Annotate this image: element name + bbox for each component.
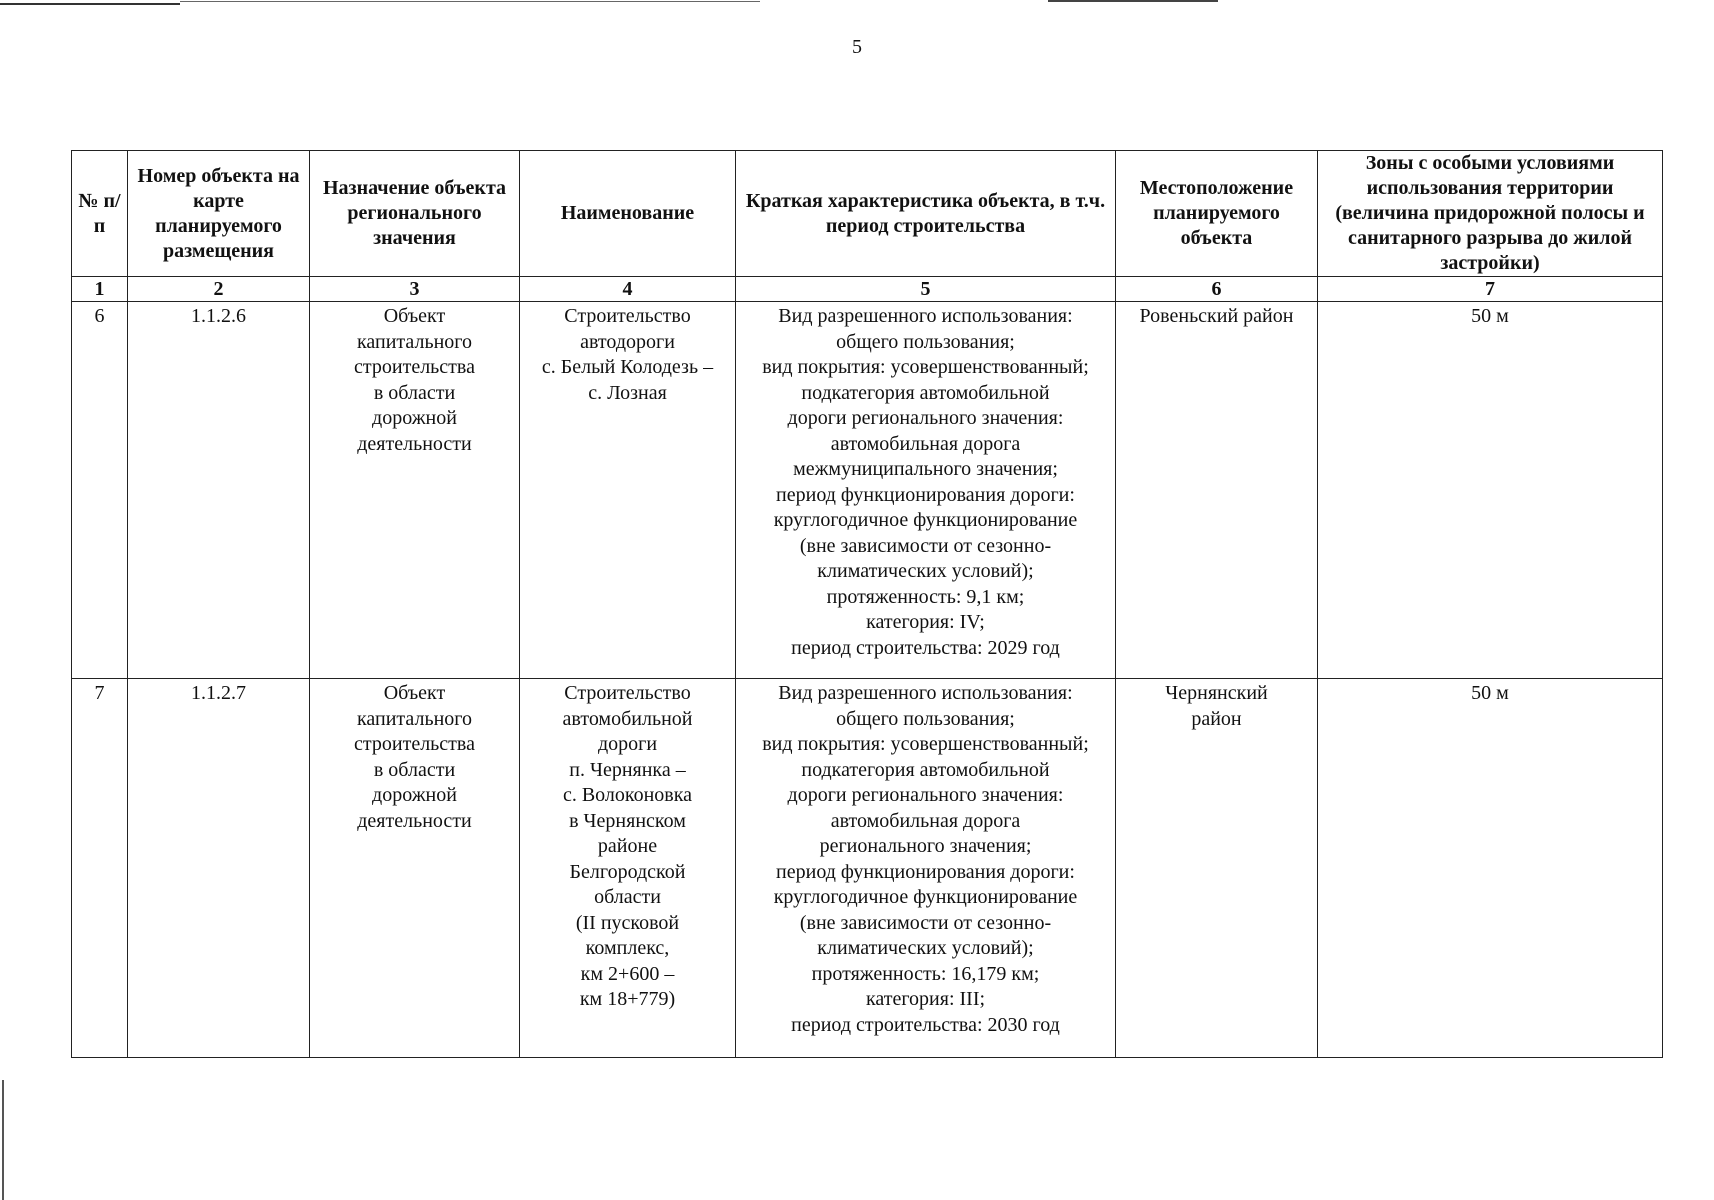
cell-name: Строительство автомобильной дороги п. Чернянка – с. Волоконовка в Чернянском районе Белгородской области (II пусковой комплекс, км 2+600 – км 18+779) (520, 679, 736, 1058)
header-cell-location: Местоположение планируемого объекта (1116, 151, 1318, 277)
cell-zone: 50 м (1318, 679, 1663, 1058)
planned-objects-table (71, 150, 1663, 1058)
header-cell-zone: Зоны с особыми условиями использования территории (величина придорожной полосы и санитарного разрыва до жилой застройки) (1318, 151, 1663, 277)
header-cell-num: № п/п (72, 151, 128, 277)
header-cell-map-number: Номер объекта на карте планируемого размещения (128, 151, 310, 277)
header-row (72, 151, 1663, 277)
column-number: 2 (128, 277, 310, 302)
cell-num: 6 (72, 302, 128, 679)
cell-description: Вид разрешенного использования: общего пользования; вид покрытия: усовершенствованный; подкатегория автомобильной дороги регионального значения: автомобильная дорога межмуниципального значения; период функционирования дороги: круглогодичное функционирование (вне зависимости от сезонно- климатических условий); протяженность: 9,1 км; категория: IV; период строительства: 2029 год (736, 302, 1116, 679)
header-cell-description: Краткая характеристика объекта, в т.ч. период строительства (736, 151, 1116, 277)
cell-map-number: 1.1.2.7 (128, 679, 310, 1058)
cell-name: Строительство автодороги с. Белый Колодезь – с. Лозная (520, 302, 736, 679)
header-cell-name: Наименование (520, 151, 736, 277)
cell-zone: 50 м (1318, 302, 1663, 679)
column-number-row (72, 277, 1663, 302)
cell-location: Чернянский район (1116, 679, 1318, 1058)
table-row (72, 679, 1663, 1058)
cell-num: 7 (72, 679, 128, 1058)
column-number: 3 (310, 277, 520, 302)
column-number: 4 (520, 277, 736, 302)
column-number: 5 (736, 277, 1116, 302)
scan-artifact-line (180, 1, 760, 2)
cell-map-number: 1.1.2.6 (128, 302, 310, 679)
table-row (72, 302, 1663, 679)
column-number: 6 (1116, 277, 1318, 302)
column-number: 1 (72, 277, 128, 302)
cell-description: Вид разрешенного использования: общего пользования; вид покрытия: усовершенствованный; подкатегория автомобильной дороги регионального значения: автомобильная дорога регионального значения; период функционирования дороги: круглогодичное функционирование (вне зависимости от сезонно- климатических условий); протяженность: 16,179 км; категория: III; период строительства: 2030 год (736, 679, 1116, 1058)
cell-purpose: Объект капитального строительства в области дорожной деятельности (310, 302, 520, 679)
column-number: 7 (1318, 277, 1663, 302)
scan-artifact-line (2, 1080, 4, 1200)
scan-artifact-line (0, 3, 180, 5)
scan-artifact-line (1048, 0, 1218, 2)
header-cell-purpose: Назначение объекта регионального значения (310, 151, 520, 277)
page-number: 5 (852, 36, 862, 58)
cell-location: Ровеньский район (1116, 302, 1318, 679)
cell-purpose: Объект капитального строительства в области дорожной деятельности (310, 679, 520, 1058)
